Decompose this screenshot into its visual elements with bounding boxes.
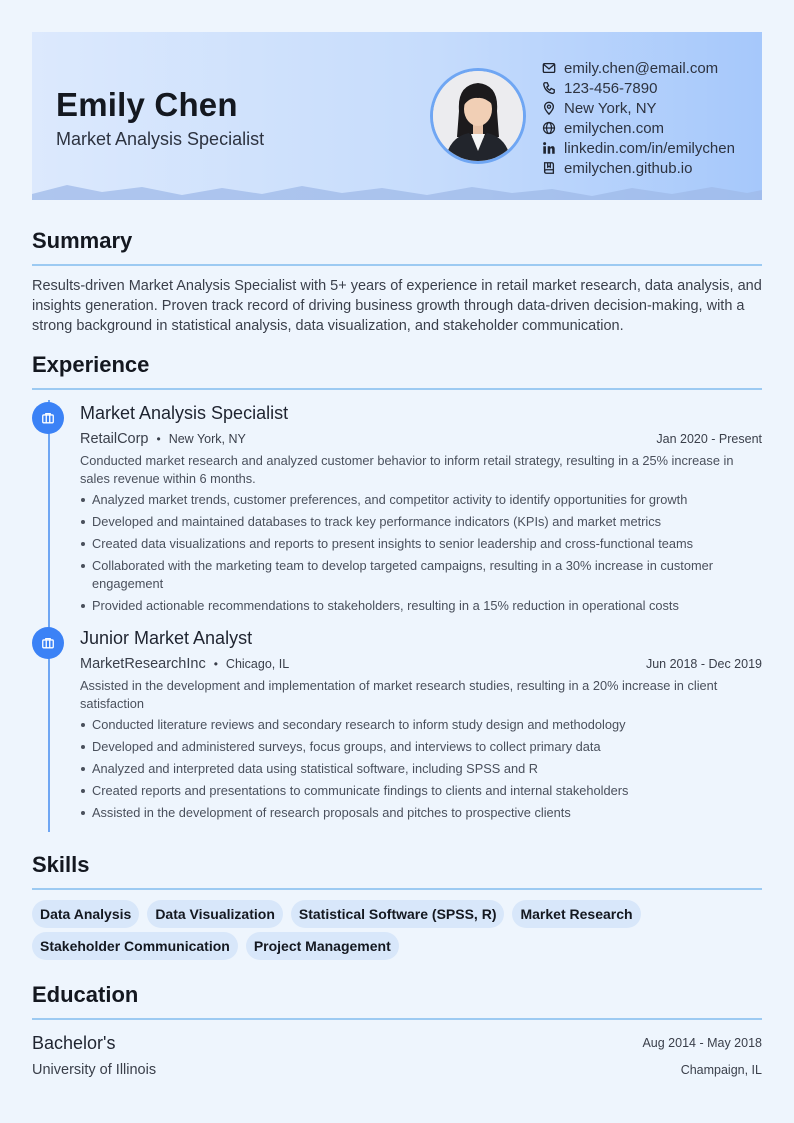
contact-linkedin-text: linkedin.com/in/emilychen <box>564 139 735 157</box>
education-heading: Education <box>32 982 139 1007</box>
summary-section <box>32 228 762 336</box>
job-bullet: Analyzed market trends, customer preferences, and competitor activity to identify opportunities for growth <box>80 491 762 509</box>
education-section <box>32 982 762 1082</box>
job-description: Conducted market research and analyzed customer behavior to inform retail strategy, resulting in a 25% increase in sales revenue within 6 months. <box>80 453 734 486</box>
profile-photo-illustration <box>433 71 523 161</box>
skill-chip: Market Research <box>512 900 640 928</box>
separator-dot: • <box>213 657 218 671</box>
job-bullet: Assisted in the development of research proposals and pitches to prospective clients <box>80 804 762 822</box>
contact-location-text: New York, NY <box>564 99 657 117</box>
skills-heading: Skills <box>32 852 90 877</box>
skill-chip: Statistical Software (SPSS, R) <box>291 900 505 928</box>
skills-section <box>32 852 762 964</box>
contact-github[interactable] <box>542 158 735 178</box>
job-employer <box>80 655 289 673</box>
linkedin-icon <box>542 141 556 155</box>
summary-heading: Summary <box>32 228 133 253</box>
contact-phone-text: 123-456-7890 <box>564 79 658 97</box>
contact-location <box>542 98 735 118</box>
contact-email[interactable] <box>542 58 735 78</box>
contact-linkedin[interactable] <box>542 138 735 158</box>
job-company: RetailCorp <box>80 431 149 447</box>
education-dates: Aug 2014 - May 2018 <box>642 1036 762 1050</box>
job-bullet: Conducted literature reviews and secondary research to inform study design and methodology <box>80 716 762 734</box>
profile-photo <box>430 68 526 164</box>
job-bullet: Analyzed and interpreted data using statistical software, including SPSS and R <box>80 760 762 778</box>
job-dates: Jun 2018 - Dec 2019 <box>645 657 762 671</box>
contact-phone[interactable] <box>542 78 735 98</box>
contact-email-text: emily.chen@email.com <box>564 59 719 77</box>
globe-icon <box>542 121 556 135</box>
briefcase-icon <box>41 411 55 425</box>
job-meta <box>80 653 762 675</box>
job-meta <box>80 428 762 450</box>
skills-divider <box>32 888 762 890</box>
job-bullet: Developed and maintained databases to track key performance indicators (KPIs) and market metrics <box>80 513 762 531</box>
job-company: MarketResearchInc <box>80 656 206 672</box>
experience-heading: Experience <box>32 352 150 377</box>
skill-chip: Project Management <box>246 932 399 960</box>
location-pin-icon <box>542 101 556 115</box>
education-divider <box>32 1018 762 1020</box>
resume-header <box>32 32 762 200</box>
github-icon <box>542 161 556 175</box>
skill-chip: Stakeholder Communication <box>32 932 238 960</box>
skill-chip: Data Analysis <box>32 900 139 928</box>
job-icon-badge <box>32 627 64 659</box>
job-bullet-list <box>80 716 762 822</box>
experience-section <box>32 352 762 826</box>
experience-divider <box>32 388 762 390</box>
briefcase-icon <box>41 636 55 650</box>
phone-icon <box>542 81 556 95</box>
summary-text: Results-driven Market Analysis Specialist with 5+ years of experience in retail market research, data analysis, and insights generation. Proven track record of driving business growth through data-driven decision-making, with a strong background in statistical analysis, data visualization, and stakeholder communication. <box>32 278 762 334</box>
header-mountains-decoration <box>32 184 762 200</box>
education-school: University of Illinois <box>32 1062 157 1078</box>
job-dates: Jan 2020 - Present <box>656 432 762 446</box>
contact-list <box>542 58 735 178</box>
candidate-title: Market Analysis Specialist <box>56 129 265 149</box>
contact-website[interactable] <box>542 118 735 138</box>
separator-dot: • <box>156 432 161 446</box>
job-entry <box>32 625 762 822</box>
resume-page <box>32 32 762 1078</box>
job-bullet: Developed and administered surveys, focus groups, and interviews to collect primary data <box>80 738 762 756</box>
job-bullet: Created reports and presentations to communicate findings to clients and internal stakeholders <box>80 782 762 800</box>
skill-chip-list <box>32 900 762 964</box>
job-title: Market Analysis Specialist <box>80 403 289 423</box>
education-degree: Bachelor's <box>32 1032 116 1053</box>
job-description: Assisted in the development and implementation of market research studies, resulting in a 20% increase in client satisfaction <box>80 678 718 711</box>
education-location: Champaign, IL <box>680 1063 762 1077</box>
candidate-name: Emily Chen <box>56 86 238 123</box>
job-employer <box>80 430 246 448</box>
contact-github-text: emilychen.github.io <box>564 159 693 177</box>
job-location: Chicago, IL <box>225 657 290 671</box>
job-bullet: Collaborated with the marketing team to develop targeted campaigns, resulting in a 30% increase in customer engagement <box>80 557 762 593</box>
job-entry <box>32 400 762 615</box>
job-bullet: Created data visualizations and reports to present insights to senior leadership and cross-functional teams <box>80 535 762 553</box>
education-school-row <box>32 1058 762 1082</box>
mail-icon <box>542 61 556 75</box>
job-bullet: Provided actionable recommendations to stakeholders, resulting in a 15% reduction in operational costs <box>80 597 762 615</box>
job-bullet-list <box>80 491 762 615</box>
job-location: New York, NY <box>168 432 246 446</box>
education-degree-row <box>32 1030 762 1056</box>
contact-website-text: emilychen.com <box>564 119 665 137</box>
job-title: Junior Market Analyst <box>80 628 253 648</box>
summary-divider <box>32 264 762 266</box>
job-icon-badge <box>32 402 64 434</box>
skill-chip: Data Visualization <box>147 900 283 928</box>
